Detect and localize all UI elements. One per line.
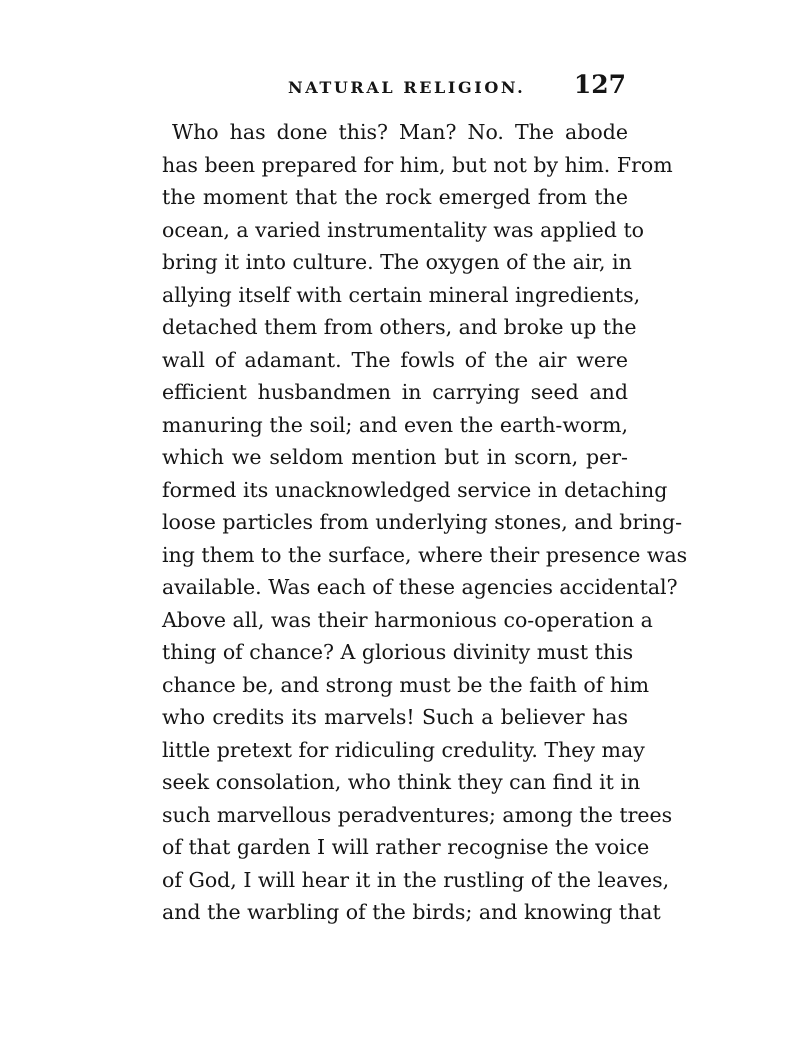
text-line: the moment that the rock emerged from the [162,185,628,209]
text-line: seek consolation, who think they can find it in [162,770,641,794]
text-line: of God, I will hear it in the rustling of the leaves, [162,867,670,892]
text-line: Above all, was their harmonious co-operation a [162,607,653,632]
text-line: who credits its marvels! Such a believer has [162,705,628,729]
text-line: has been prepared for him, but not by him. From [162,152,673,177]
running-head [160,68,630,108]
text-line: and the warbling of the birds; and knowing that [162,900,661,924]
text-line: efficient husbandmen in carrying seed and [162,380,628,404]
text-line: of that garden I will rather recognise the voice [162,835,650,859]
text-line: chance be, and strong must be the faith of him [162,672,650,697]
body-paragraph [162,116,688,929]
text-line: manuring the soil; and even the earth-worm, [162,412,628,437]
text-line: such marvellous peradventures; among the trees [162,802,673,827]
text-line: formed its unacknowledged service in detaching [162,477,668,502]
page-number: 127 [573,70,626,99]
text-line: allying itself with certain mineral ingredients, [162,282,641,307]
text-line: ing them to the surface, where their presence was [162,542,688,567]
text-line: detached them from others, and broke up the [162,315,637,339]
text-line: available. Was each of these agencies accidental? [162,575,678,599]
text-line: little pretext for ridiculing credulity. They may [162,737,645,762]
text-line: ocean, a varied instrumentality was applied to [162,217,645,242]
text-line: bring it into culture. The oxygen of the air, in [162,250,632,274]
text-line: thing of chance? A glorious divinity must this [162,640,634,664]
text-line: loose particles from underlying stones, and bring- [162,510,683,534]
text-line: which we seldom mention but in scorn, per- [162,445,628,469]
text-line: Who has done this? Man? No. The abode [172,120,628,144]
running-title: NATURAL RELIGION. [288,78,526,97]
text-line: wall of adamant. The fowls of the air were [162,347,628,372]
